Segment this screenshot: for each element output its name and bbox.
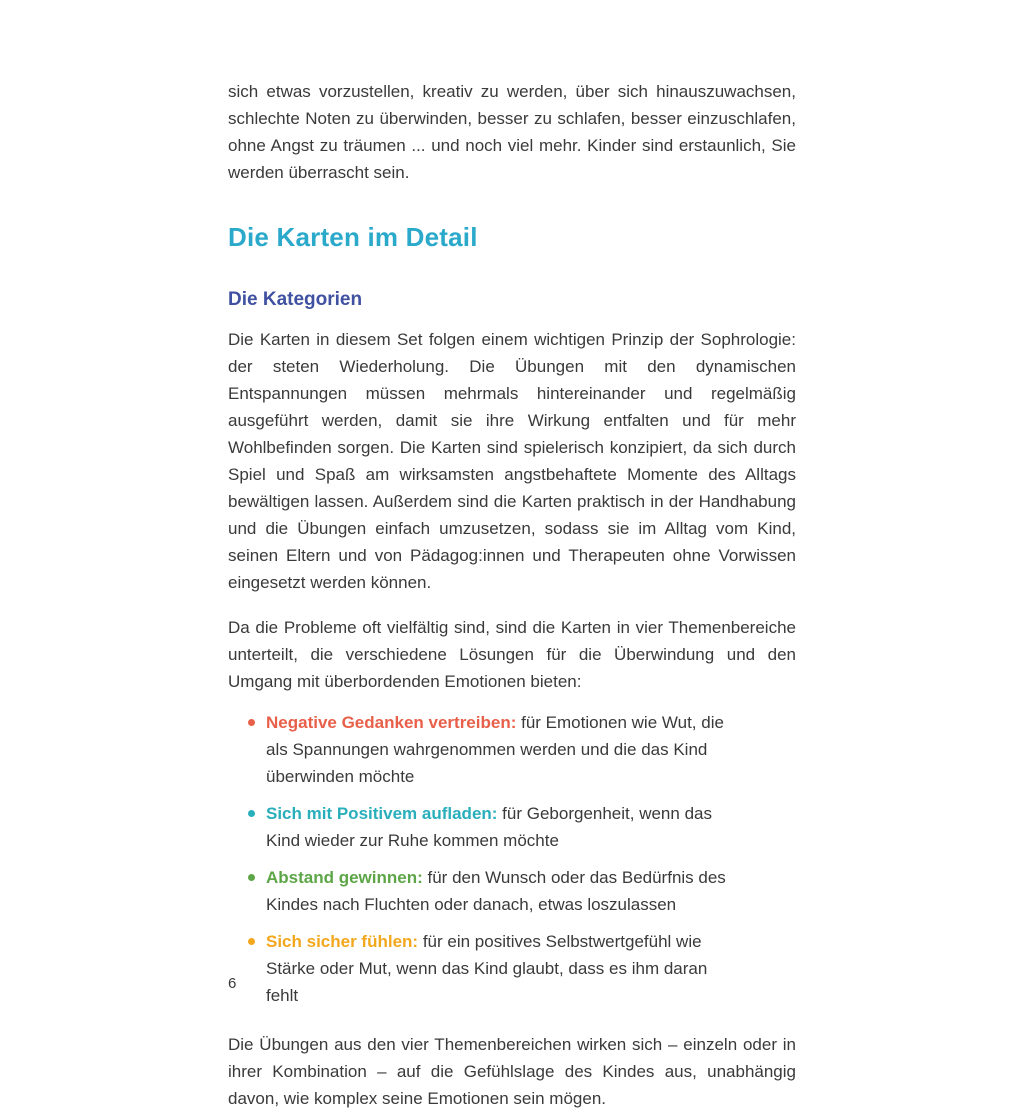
list-item (248, 800, 726, 854)
body-paragraph: Da die Probleme oft vielfältig sind, sind die Karten in vier Themenbereiche unterteilt, die verschiedene Lösungen für die Überwindung und den Umgang mit überbordenden Emotionen bieten: (228, 618, 796, 691)
list-item (248, 709, 726, 790)
category-description: für Geborgenheit, wenn das Kind wieder zur Ruhe kommen möchte (266, 804, 712, 850)
page-number: 6 (228, 975, 237, 992)
subsection-heading: Die Kategorien (228, 289, 363, 310)
bullet-icon (248, 719, 255, 726)
category-label: Negative Gedanken vertreiben: (266, 713, 517, 732)
category-description: für Emotionen wie Wut, die als Spannungen wahrgenommen werden und die das Kind überwinden möchte (266, 713, 724, 786)
list-item (248, 928, 726, 1009)
category-description: für den Wunsch oder das Bedürfnis des Kindes nach Fluchten oder danach, etwas loszulassen (266, 868, 726, 914)
category-label: Abstand gewinnen: (266, 868, 423, 887)
bullet-icon (248, 810, 255, 817)
category-label: Sich mit Positivem aufladen: (266, 804, 498, 823)
category-description: für ein positives Selbstwertgefühl wie Stärke oder Mut, wenn das Kind glaubt, dass es ihm daran fehlt (266, 932, 708, 1005)
bullet-icon (248, 874, 255, 881)
bullet-icon (248, 938, 255, 945)
section-heading: Die Karten im Detail (228, 222, 478, 252)
body-paragraph: Die Karten in diesem Set folgen einem wichtigen Prinzip der Sophrologie: der steten Wiederholung. Die Übungen mit den dynamischen Entspannungen müssen mehrmals hintereinander und regelmäßig ausgeführt werden, damit sie ihre Wirkung entfalten und für mehr Wohlbefinden sorgen. Die Karten sind spielerisch konzipiert, da sich durch Spiel und Spaß am wirksamsten angstbehaftete Momente des Alltags bewältigen lassen. Außerdem sind die Karten praktisch in der Handhabung und die Übungen einfach umzusetzen, sodass sie im Alltag vom Kind, seinen Eltern und von Pädagog:innen und Therapeuten ohne Vorwissen eingesetzt werden können. (228, 330, 796, 592)
closing-paragraph: Die Übungen aus den vier Themenbereichen wirken sich – einzeln oder in ihrer Kombination – auf die Gefühlslage des Kindes aus, unabhängig davon, wie komplex seine Emotionen sein mögen. (228, 1035, 796, 1108)
category-list (248, 709, 726, 1009)
list-item (248, 864, 726, 918)
category-label: Sich sicher fühlen: (266, 932, 419, 951)
intro-paragraph: sich etwas vorzustellen, kreativ zu werden, über sich hinauszuwachsen, schlechte Noten zu überwinden, besser zu schlafen, besser einzuschlafen, ohne Angst zu träumen ... und noch viel mehr. Kinder sind erstaunlich, Sie werden überrascht sein. (228, 82, 796, 182)
